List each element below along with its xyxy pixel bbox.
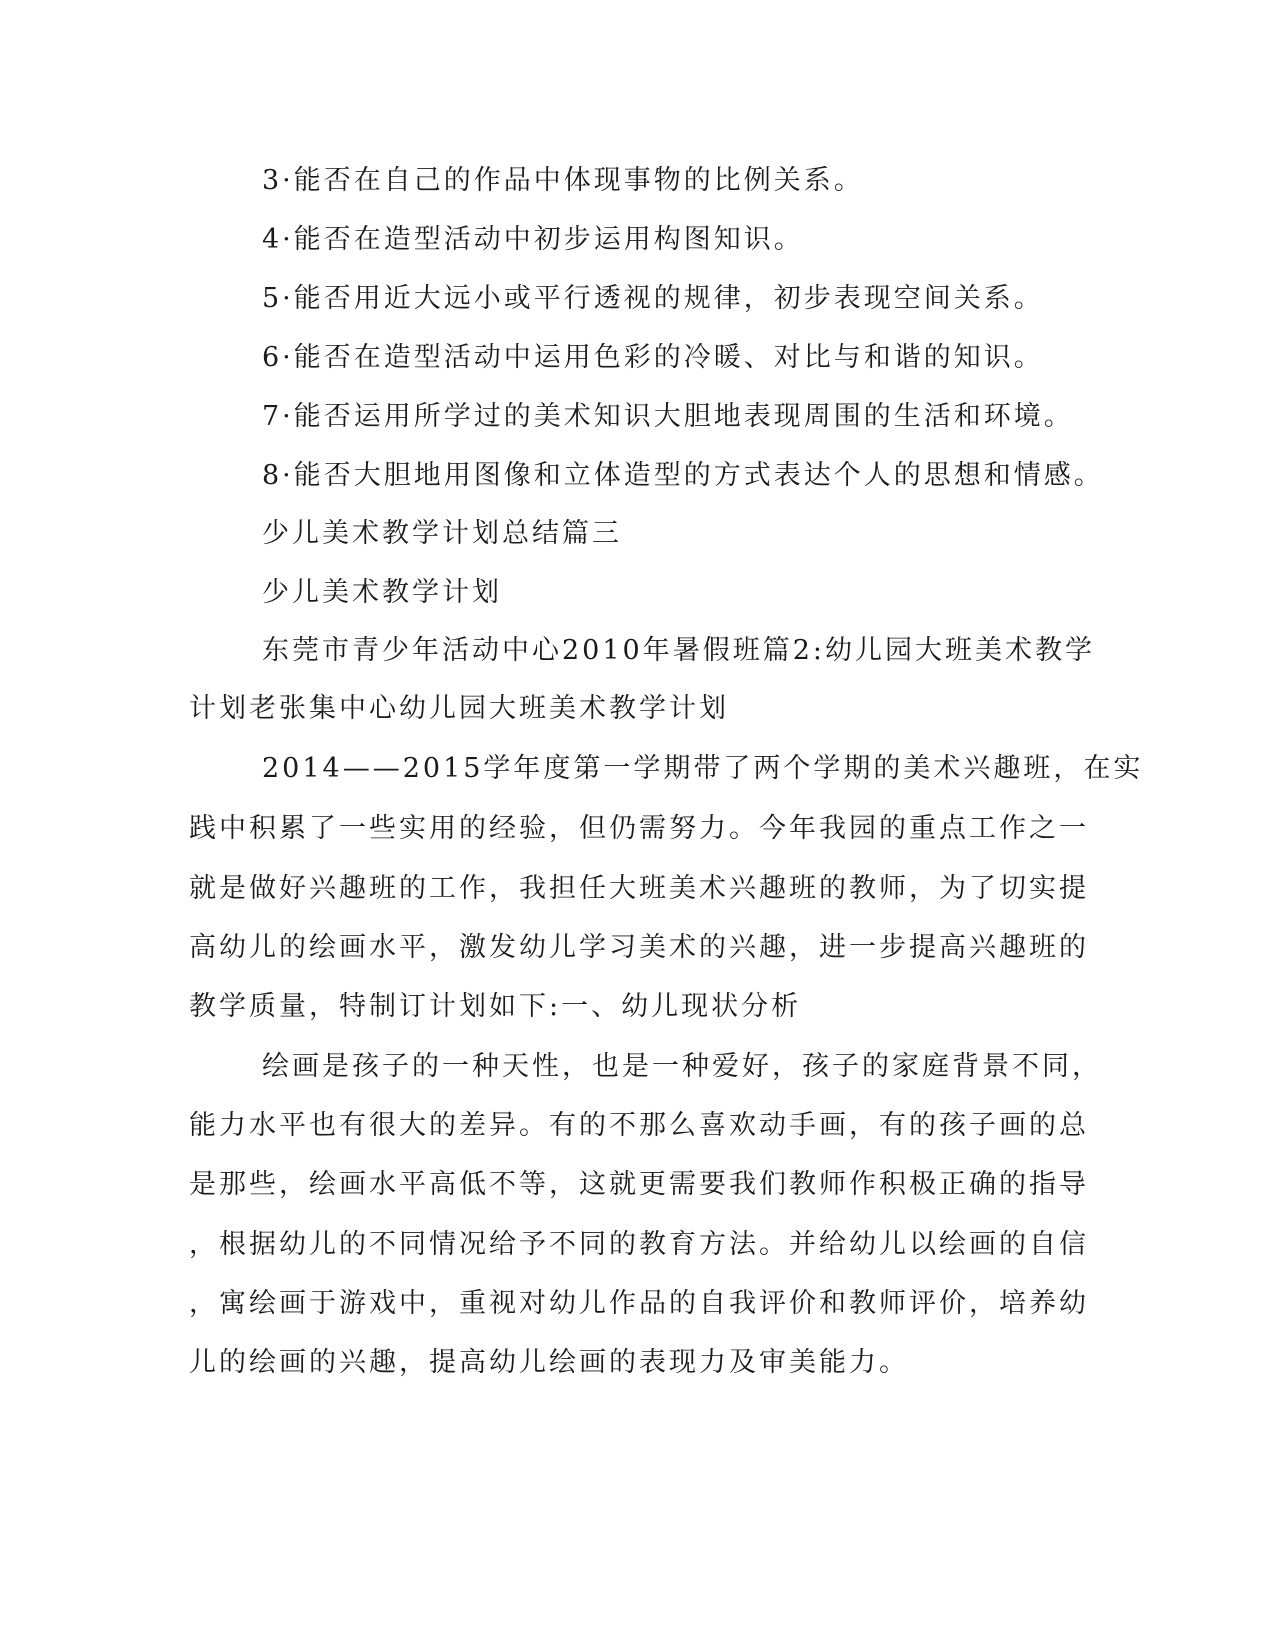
paragraph1-line-3: 就是做好兴趣班的工作，我担任大班美术兴趣班的教师，为了切实提 [189,873,1089,904]
intro-line-2: 计划老张集中心幼儿园大班美术教学计划 [189,693,729,724]
subheading: 少儿美术教学计划 [262,577,502,608]
criterion-8: 8·能否大胆地用图像和立体造型的方式表达个人的思想和情感。 [262,460,1104,491]
paragraph2-line-1: 绘画是孩子的一种天性，也是一种爱好，孩子的家庭背景不同， [262,1051,1102,1082]
paragraph1-line-2: 践中积累了一些实用的经验，但仍需努力。今年我园的重点工作之一 [189,813,1089,844]
paragraph2-line-3: 是那些，绘画水平高低不等，这就更需要我们教师作积极正确的指导 [189,1169,1089,1200]
paragraph1-line-5: 教学质量，特制订计划如下:一、幼儿现状分析 [189,991,802,1022]
criterion-6: 6·能否在造型活动中运用色彩的冷暖、对比与和谐的知识。 [262,342,1044,373]
section-heading: 少儿美术教学计划总结篇三 [262,518,622,549]
paragraph2-line-6: 儿的绘画的兴趣，提高幼儿绘画的表现力及审美能力。 [189,1347,909,1378]
paragraph1-line-4: 高幼儿的绘画水平，激发幼儿学习美术的兴趣，进一步提高兴趣班的 [189,932,1089,963]
criterion-3: 3·能否在自己的作品中体现事物的比例关系。 [262,165,864,196]
criterion-7: 7·能否运用所学过的美术知识大胆地表现周围的生活和环境。 [262,401,1074,432]
paragraph2-line-2: 能力水平也有很大的差异。有的不那么喜欢动手画，有的孩子画的总 [189,1110,1089,1141]
criterion-5: 5·能否用近大远小或平行透视的规律，初步表现空间关系。 [262,283,1044,314]
paragraph2-line-4: ，根据幼儿的不同情况给予不同的教育方法。并给幼儿以绘画的自信 [189,1229,1089,1260]
paragraph1-line-1: 2014——2015学年度第一学期带了两个学期的美术兴趣班，在实 [262,753,1144,784]
paragraph2-line-5: ，寓绘画于游戏中，重视对幼儿作品的自我评价和教师评价，培养幼 [189,1288,1089,1319]
criterion-4: 4·能否在造型活动中初步运用构图知识。 [262,224,804,255]
intro-line-1: 东莞市青少年活动中心2010年暑假班篇2:幼儿园大班美术教学 [262,635,1095,666]
